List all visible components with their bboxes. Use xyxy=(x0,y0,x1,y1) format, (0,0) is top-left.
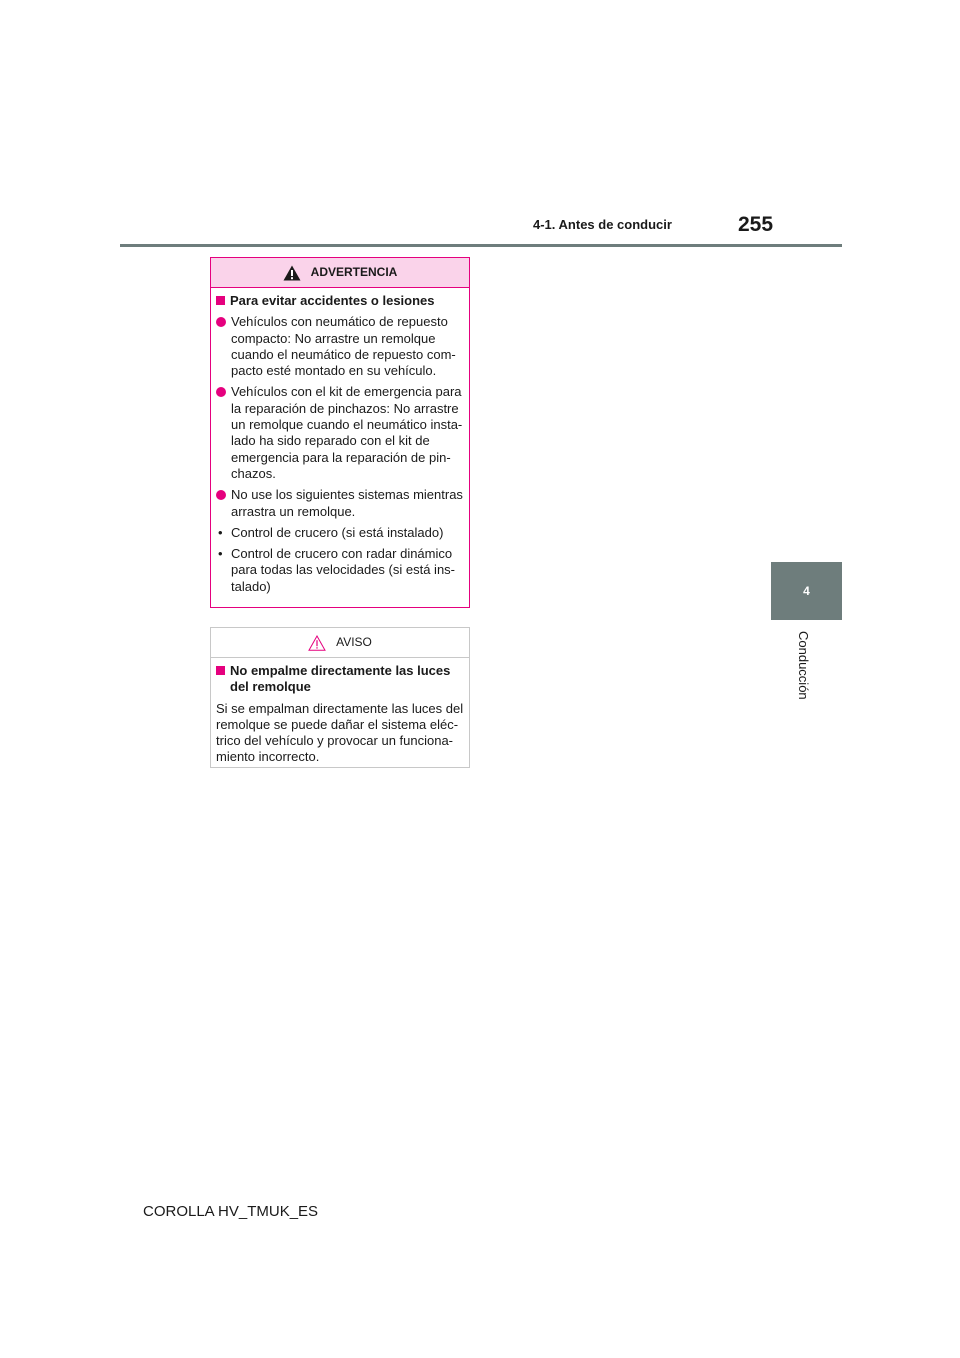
notice-subheading xyxy=(216,663,464,696)
warning-box-title: ADVERTENCIA xyxy=(310,265,398,280)
sub-list-item-text: Control de crucero (si está instalado) xyxy=(231,524,444,540)
sub-list-item-text: Control de crucero con radar dinámico para todas las velocidades (si está ins-talado) xyxy=(231,546,456,594)
warning-box xyxy=(210,257,470,608)
list-item xyxy=(216,487,464,520)
list-item xyxy=(216,384,464,482)
caution-triangle-outline-icon xyxy=(308,635,326,651)
square-bullet-icon xyxy=(216,296,225,305)
warning-subheading-text: Para evitar accidentes o lesiones xyxy=(230,293,435,308)
list-item-text: Vehículos con neumático de repuesto compacto: No arrastre un remolque cuando el neumático de repuesto com-pacto esté montado en su vehículo. xyxy=(231,314,456,379)
circle-bullet-icon xyxy=(216,317,226,327)
warning-triangle-icon xyxy=(283,265,301,281)
footer-text: COROLLA HV_TMUK_ES xyxy=(143,1203,319,1220)
notice-box xyxy=(210,627,470,768)
notice-box-title: AVISO xyxy=(336,635,372,650)
notice-subheading-text: No empalme directamente las luces del remolque xyxy=(230,663,451,695)
warning-subheading xyxy=(216,293,464,309)
warning-box-header xyxy=(211,258,469,288)
chapter-number: 4 xyxy=(803,584,810,598)
sub-list-item xyxy=(216,546,464,595)
circle-bullet-icon xyxy=(216,490,226,500)
notice-box-header xyxy=(211,628,469,658)
sub-bullet: • xyxy=(218,524,223,540)
sub-bullet: • xyxy=(218,546,223,562)
chapter-label: Conducción xyxy=(796,631,811,700)
warning-box-body xyxy=(211,288,469,595)
notice-box-body xyxy=(211,658,469,766)
square-bullet-icon xyxy=(216,666,225,675)
list-item xyxy=(216,314,464,379)
sub-list-item xyxy=(216,525,464,541)
circle-bullet-icon xyxy=(216,387,226,397)
notice-paragraph: Si se empalman directamente las luces del remolque se puede dañar el sistema eléc-trico del vehículo y provocar un funciona-miento incorrecto. xyxy=(216,700,464,765)
section-title: 4-1. Antes de conducir xyxy=(533,217,672,232)
page-number: 255 xyxy=(738,213,774,236)
header-rule xyxy=(120,244,842,247)
list-item-text: No use los siguientes sistemas mientras arrastra un remolque. xyxy=(231,487,463,519)
chapter-tab xyxy=(771,562,842,620)
list-item-text: Vehículos con el kit de emergencia para la reparación de pinchazos: No arrastre un remolque cuando el neumático insta-lado ha sido reparado con el kit de emergencia para la reparación de pin-chazos. xyxy=(231,384,463,481)
